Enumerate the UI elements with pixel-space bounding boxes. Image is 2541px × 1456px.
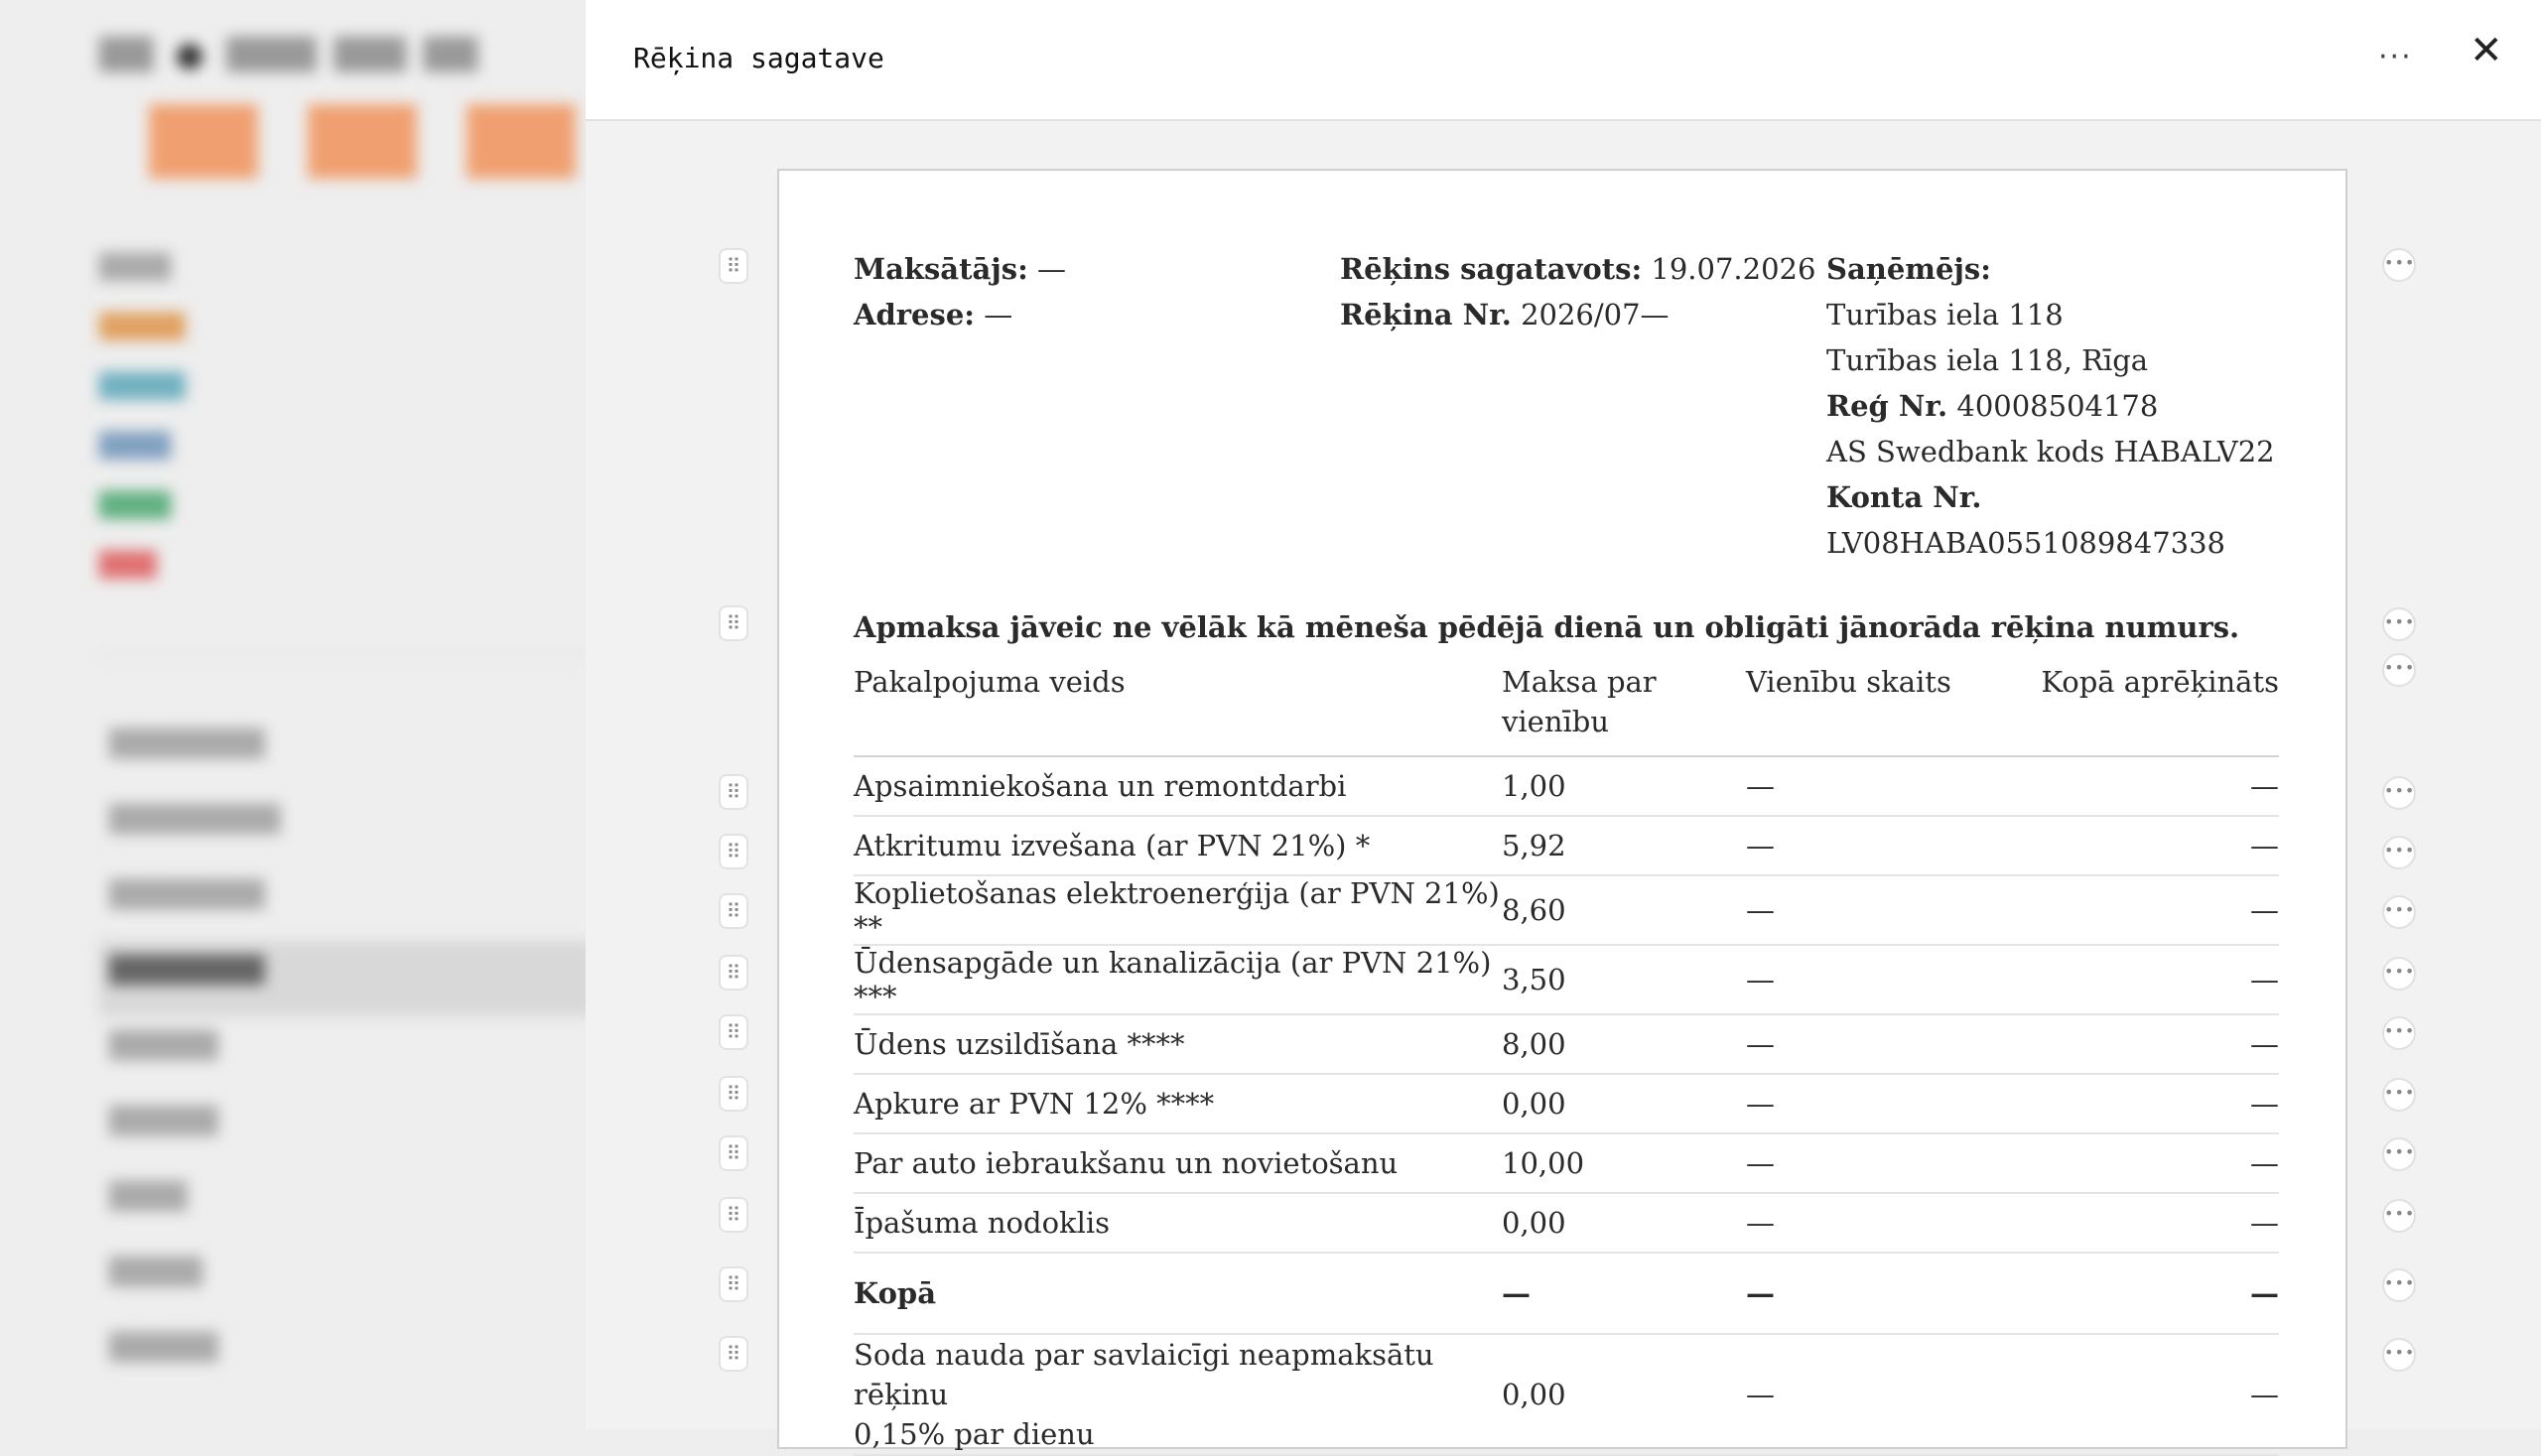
service-cell: Apkure ar PVN 12% **** (854, 1074, 1502, 1133)
more-dots-icon[interactable]: ••• (2382, 607, 2416, 641)
drag-handle-icon[interactable]: ⠿ (719, 248, 748, 284)
fine-service-cell (854, 1334, 1502, 1455)
total-cell: — (2014, 1193, 2279, 1253)
more-dots-icon[interactable]: ••• (2382, 1137, 2416, 1171)
service-cell: Apsaimniekošana un remontdarbi (854, 756, 1502, 816)
table-row (854, 816, 2279, 875)
price-cell: 8,00 (1502, 1014, 1746, 1074)
drag-handle-icon[interactable]: ⠿ (719, 893, 748, 929)
units-cell: — (1746, 1074, 2014, 1133)
service-cell: Par auto iebraukšanu un novietošanu (854, 1133, 1502, 1193)
reg-label: Reģ Nr. (1826, 389, 1948, 423)
total-units-cell: — (1746, 1253, 2014, 1334)
drag-handle-icon[interactable]: ⠿ (719, 1076, 748, 1112)
service-cell: Atkritumu izvešana (ar PVN 21%) * (854, 816, 1502, 875)
address-value: — (984, 298, 1013, 331)
more-dots-icon[interactable]: ••• (2382, 895, 2416, 929)
units-cell: — (1746, 945, 2014, 1014)
more-dots-icon[interactable]: ••• (2382, 1268, 2416, 1302)
price-cell: 0,00 (1502, 1193, 1746, 1253)
service-cell: Ūdens uzsildīšana **** (854, 1014, 1502, 1074)
units-cell: — (1746, 1133, 2014, 1193)
background-app (0, 0, 596, 1429)
drag-handle-icon[interactable]: ⠿ (719, 1266, 748, 1302)
price-cell: 8,60 (1502, 875, 1746, 945)
service-cell: Koplietošanas elektroenerģija (ar PVN 21%) ** (854, 875, 1502, 945)
receiver-label: Saņēmējs: (1826, 252, 1991, 286)
price-cell: 0,00 (1502, 1074, 1746, 1133)
drag-handle-icon[interactable]: ⠿ (719, 955, 748, 991)
fine-line1: Soda nauda par savlaicīgi neapmaksātu rēķinu (854, 1338, 1434, 1411)
payment-notice: Apmaksa jāveic ne vēlāk kā mēneša pēdējā dienā un obligāti jānorāda rēķina numurs. (854, 610, 2240, 644)
total-cell: — (2014, 816, 2279, 875)
units-cell: — (1746, 875, 2014, 945)
more-dots-icon[interactable]: ••• (2382, 1199, 2416, 1233)
table-header-row (854, 662, 2279, 756)
payer-block (854, 246, 1066, 337)
price-cell: 3,50 (1502, 945, 1746, 1014)
price-cell: 10,00 (1502, 1133, 1746, 1193)
drag-handle-icon[interactable]: ⠿ (719, 1135, 748, 1171)
prepared-value: 19.07.2026 (1651, 252, 1816, 286)
total-cell: — (2014, 1014, 2279, 1074)
background-legend: █████ ██████ ██████ █████ █████ ████ (99, 253, 186, 579)
invoice-drawer (586, 0, 2541, 1451)
total-cell: — (2014, 756, 2279, 816)
invoice-number-label: Rēķina Nr. (1340, 298, 1512, 331)
more-dots-icon[interactable]: ••• (2382, 957, 2416, 991)
address-line (854, 292, 1066, 337)
account-label: Konta Nr. (1826, 480, 1982, 514)
drag-handle-icon[interactable]: ⠿ (719, 1336, 748, 1372)
account-value: LV08HABA0551089847338 (1826, 526, 2226, 560)
services-table (854, 662, 2279, 1456)
background-nav: ██████████ ███████████ ██████████ ██████████ ███████ ███████ █████ ██████ ███████ (99, 715, 596, 1393)
table-row (854, 945, 2279, 1014)
total-sum-cell: — (2014, 1253, 2279, 1334)
total-price-cell: — (1502, 1253, 1746, 1334)
col-price-label: Maksa par vienību (1502, 665, 1657, 738)
receiver-block (1826, 246, 2275, 566)
background-separator (99, 655, 586, 657)
service-cell: Īpašuma nodoklis (854, 1193, 1502, 1253)
invoice-meta-block (1340, 246, 1815, 337)
table-row (854, 1133, 2279, 1193)
address-label: Adrese: (854, 298, 975, 331)
total-cell: — (2014, 875, 2279, 945)
table-row (854, 1014, 2279, 1074)
more-dots-icon[interactable]: ••• (2382, 776, 2416, 810)
receiver-line1: Turības iela 118 (1826, 298, 2064, 331)
col-service: Pakalpojuma veids (854, 662, 1502, 756)
more-dots-icon[interactable]: ••• (2382, 1016, 2416, 1050)
more-dots-icon[interactable]: ••• (2382, 653, 2416, 687)
col-units: Vienību skaits (1746, 662, 2014, 756)
drag-handle-icon[interactable]: ⠿ (719, 1197, 748, 1233)
price-cell: 5,92 (1502, 816, 1746, 875)
payer-value: — (1037, 252, 1067, 286)
drag-handle-icon[interactable]: ⠿ (719, 1014, 748, 1050)
background-chart (99, 99, 586, 199)
col-price (1502, 662, 1746, 756)
fine-units-cell: — (1746, 1334, 2014, 1455)
close-button[interactable]: ✕ (2470, 28, 2503, 73)
total-row (854, 1253, 2279, 1334)
fine-row (854, 1334, 2279, 1455)
prepared-line (1340, 246, 1815, 292)
background-header: ███ █████ ████ ███ (99, 38, 478, 72)
fine-line2: 0,15% par dienu (854, 1417, 1095, 1451)
invoice-paper (777, 169, 2347, 1449)
reg-value: 40008504178 (1956, 389, 2159, 423)
units-cell: — (1746, 1193, 2014, 1253)
invoice-number-value: 2026/07— (1521, 298, 1670, 331)
reg-line (1826, 383, 2275, 429)
price-cell: 1,00 (1502, 756, 1746, 816)
more-options-button[interactable]: ··· (2378, 40, 2413, 74)
col-total: Kopā aprēķināts (2014, 662, 2279, 756)
receiver-line2: Turības iela 118, Rīga (1826, 343, 2149, 377)
more-dots-icon[interactable]: ••• (2382, 1078, 2416, 1112)
table-row (854, 1193, 2279, 1253)
drag-handle-icon[interactable]: ⠿ (719, 834, 748, 869)
table-row (854, 1074, 2279, 1133)
drawer-header (586, 0, 2541, 121)
total-label-cell: Kopā (854, 1253, 1502, 1334)
fine-total-cell: — (2014, 1334, 2279, 1455)
bank-line: AS Swedbank kods HABALV22 (1826, 435, 2275, 468)
total-cell: — (2014, 1074, 2279, 1133)
prepared-label: Rēķins sagatavots: (1340, 252, 1643, 286)
service-cell: Ūdensapgāde un kanalizācija (ar PVN 21%) *** (854, 945, 1502, 1014)
units-cell: — (1746, 816, 2014, 875)
units-cell: — (1746, 1014, 2014, 1074)
units-cell: — (1746, 756, 2014, 816)
more-dots-icon[interactable]: ••• (2382, 1338, 2416, 1372)
number-line (1340, 292, 1815, 337)
drag-handle-icon[interactable]: ⠿ (719, 774, 748, 810)
fine-price-cell: 0,00 (1502, 1334, 1746, 1455)
table-row (854, 756, 2279, 816)
drag-handle-icon[interactable]: ⠿ (719, 605, 748, 641)
more-dots-icon[interactable]: ••• (2382, 836, 2416, 869)
drawer-title: Rēķina sagatave (633, 42, 884, 74)
payer-line (854, 246, 1066, 292)
total-cell: — (2014, 945, 2279, 1014)
total-cell: — (2014, 1133, 2279, 1193)
more-dots-icon[interactable]: ••• (2382, 248, 2416, 282)
payer-label: Maksātājs: (854, 252, 1028, 286)
table-row (854, 875, 2279, 945)
